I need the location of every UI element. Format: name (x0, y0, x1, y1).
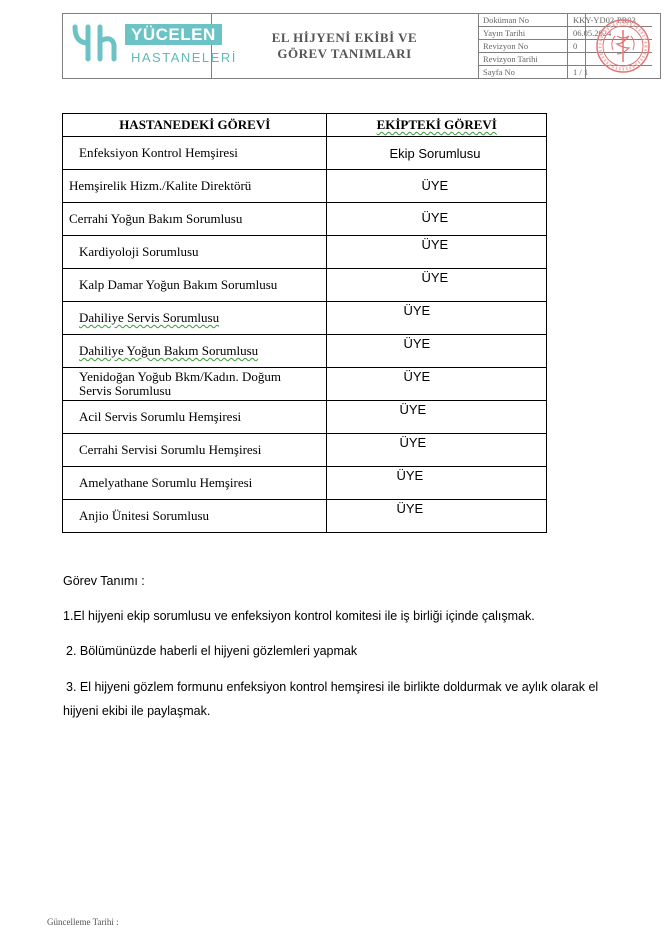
title-line-2: GÖREV TANIMLARI (277, 46, 412, 61)
duties-heading: Görev Tanımı : (63, 574, 145, 588)
duty-item-1: 1.El hijyeni ekip sorumlusu ve enfeksiyon kontrol komitesi ile iş birliği içinde çalışmak. (63, 609, 535, 623)
document-title (211, 14, 479, 78)
meta-row: Sayfa No 1 / 1 (483, 67, 589, 77)
column-header-hospital-role: HASTANEDEKİ GÖREVİ (63, 114, 327, 137)
ministry-seal (585, 14, 661, 78)
team-roles-table (62, 113, 547, 533)
document-header (62, 13, 661, 79)
footer-update-date: Güncelleme Tarihi : (47, 917, 119, 927)
duty-item-2: 2. Bölümünüzde haberli el hijyeni gözlemleri yapmak (66, 644, 358, 658)
duty-item-3-line-2: hijyeni ekibi ile paylaşmak. (63, 704, 211, 718)
table-row: Anjio Ünitesi Sorumlusu ÜYE (63, 500, 547, 533)
yh-logo-icon (72, 23, 122, 63)
meta-row: Revizyon No 0 (478, 40, 652, 53)
duty-item-3-line-1: 3. El hijyeni gözlem formunu enfeksiyon kontrol hemşiresi ile birlikte doldurmak ve aylık olarak el (66, 680, 599, 694)
meta-row: Doküman No KKY-YD02-PR03 (478, 14, 652, 27)
hospital-logo (63, 14, 237, 78)
table-row: Dahiliye Servis Sorumlusu ÜYE (63, 302, 547, 335)
ministry-seal-icon (586, 14, 661, 78)
table-row: Yenidoğan Yoğub Bkm/Kadın. Doğum Servis Sorumlusu ÜYE (63, 368, 547, 401)
table-row: Hemşirelik Hizm./Kalite Direktörü ÜYE (63, 170, 547, 203)
table-row: Dahiliye Yoğun Bakım Sorumlusu ÜYE (63, 335, 547, 368)
table-row: Cerrahi Yoğun Bakım Sorumlusu ÜYE (63, 203, 547, 236)
title-line-1: EL HİJYENİ EKİBİ VE (271, 30, 418, 45)
table-row: Kalp Damar Yoğun Bakım Sorumlusu ÜYE (63, 269, 547, 302)
table-row: Kardiyoloji Sorumlusu ÜYE (63, 236, 547, 269)
logo-brand: YÜCELEN (125, 24, 222, 45)
column-header-team-role: EKİPTEKİ GÖREVİ (327, 114, 547, 137)
table-row: Amelyathane Sorumlu Hemşiresi ÜYE (63, 467, 547, 500)
logo-subtitle: HASTANELERİ (131, 50, 237, 65)
table-row: Acil Servis Sorumlu Hemşiresi ÜYE (63, 401, 547, 434)
table-row: Cerrahi Servisi Sorumlu Hemşiresi ÜYE (63, 434, 547, 467)
meta-row: Revizyon Tarihi (478, 53, 652, 66)
table-header-row (63, 114, 547, 137)
table-row: Enfeksiyon Kontrol Hemşiresi Ekip Sorumlusu (63, 137, 547, 170)
meta-row: Yayın Tarihi 06.05.2024 (478, 27, 652, 40)
